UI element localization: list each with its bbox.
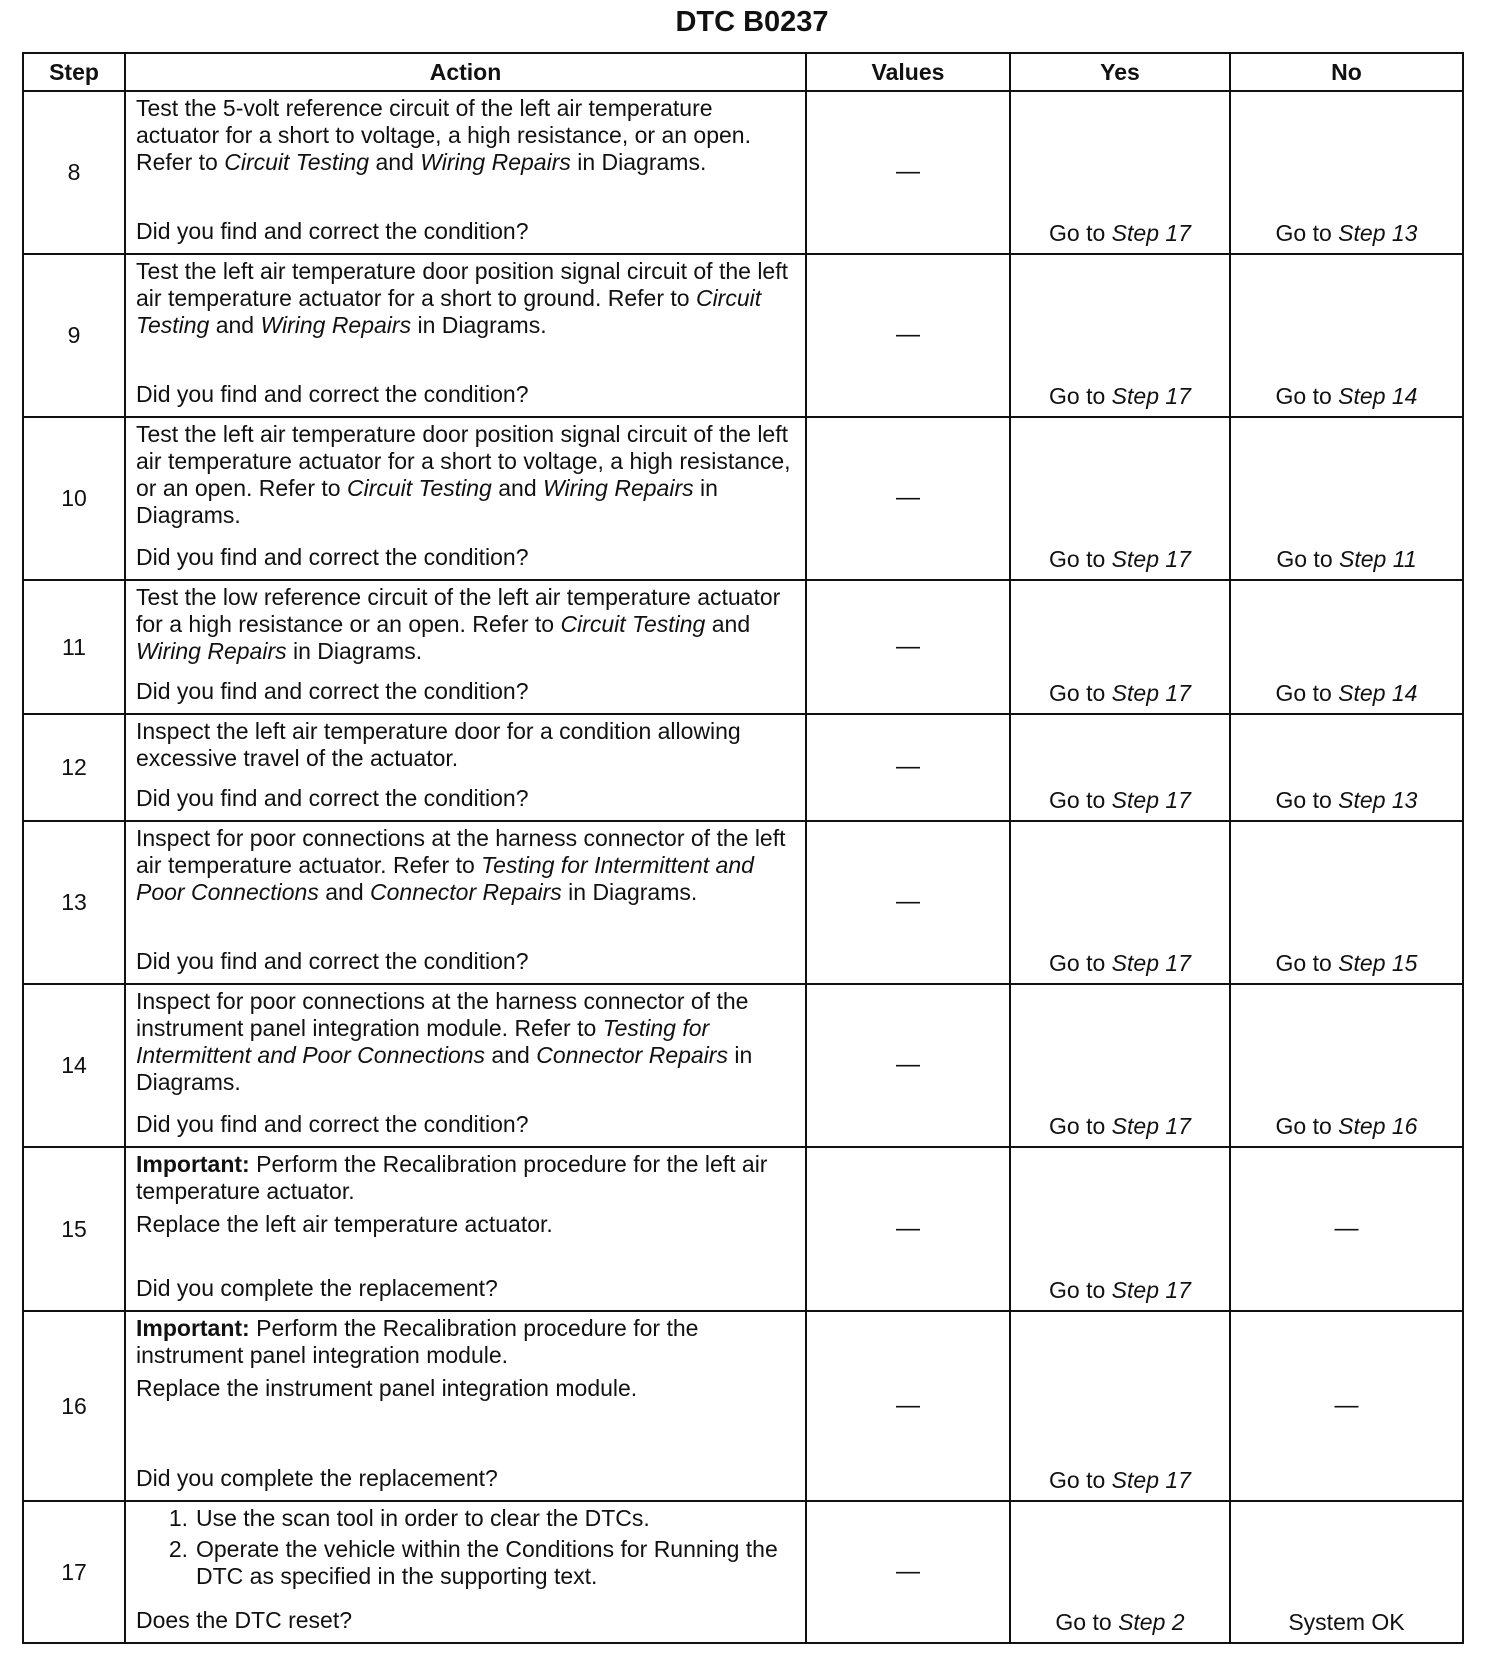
table-row [23,984,1463,1147]
step-number: 15 [23,1147,125,1311]
action-question: Does the DTC reset? [136,1607,353,1634]
action-text: Inspect for poor connections at the harness connector of the instrument panel integration module. Refer to Testing for Intermittent and Poor Connections and Connector Repairs in Diagrams. [136,988,753,1095]
table-row [23,1311,1463,1501]
step-number: 14 [23,984,125,1147]
action-cell [125,984,806,1147]
header-action: Action [125,53,806,91]
action-cell [125,91,806,254]
yes-cell: Go to Step 17 [1010,821,1230,984]
table-row [23,714,1463,821]
yes-cell: Go to Step 17 [1010,580,1230,714]
page-title: DTC B0237 [675,6,829,38]
action-question: Did you find and correct the condition? [136,678,529,705]
no-cell: System OK [1230,1501,1463,1643]
important-label: Important: [136,1151,250,1177]
action-cell [125,580,806,714]
action-instruction: Replace the instrument panel integration module. [136,1374,638,1401]
important-label: Important: [136,1315,250,1341]
action-text: Test the 5-volt reference circuit of the left air temperature actuator for a short to voltage, a high resistance, or an open. Refer to Circuit Testing and Wiring Repairs in Diagrams. [136,95,751,175]
table-row [23,1147,1463,1311]
action-question: Did you find and correct the condition? [136,218,529,245]
action-cell [125,417,806,580]
step-number: 9 [23,254,125,417]
table-row [23,821,1463,984]
header-values: Values [806,53,1010,91]
value-cell: — [806,1501,1010,1643]
step-number: 13 [23,821,125,984]
header-row [23,53,1463,91]
table-row [23,254,1463,417]
procedure-list [136,1505,795,1594]
value-cell: — [806,984,1010,1147]
action-text: Inspect for poor connections at the harness connector of the left air temperature actuator. Refer to Testing for Intermittent and Poor Connections and Connector Repairs in Diagrams. [136,825,786,905]
action-cell [125,1311,806,1501]
step-number: 8 [23,91,125,254]
step-number: 12 [23,714,125,821]
yes-cell: Go to Step 17 [1010,1311,1230,1501]
header-no: No [1230,53,1463,91]
action-cell [125,1501,806,1643]
no-cell: Go to Step 14 [1230,580,1463,714]
list-item: 1. Use the scan tool in order to clear the DTCs. [168,1505,650,1531]
yes-cell: Go to Step 17 [1010,91,1230,254]
action-cell [125,1147,806,1311]
value-cell: — [806,254,1010,417]
action-text: Test the left air temperature door position signal circuit of the left air temperature actuator for a short to ground. Refer to Circuit Testing and Wiring Repairs in Diagrams. [136,258,788,338]
value-cell: — [806,714,1010,821]
step-number: 11 [23,580,125,714]
value-cell: — [806,580,1010,714]
no-cell: — [1230,1147,1463,1311]
no-cell: Go to Step 16 [1230,984,1463,1147]
table-row [23,1501,1463,1643]
table-row [23,417,1463,580]
yes-cell: Go to Step 17 [1010,254,1230,417]
action-question: Did you find and correct the condition? [136,785,529,812]
yes-cell: Go to Step 17 [1010,984,1230,1147]
yes-cell: Go to Step 17 [1010,417,1230,580]
action-question: Did you complete the replacement? [136,1275,498,1302]
value-cell: — [806,821,1010,984]
value-cell: — [806,1311,1010,1501]
list-item: 2. Operate the vehicle within the Conditions for Running the DTC as specified in the supporting text. [168,1535,778,1589]
action-text: Inspect the left air temperature door for a condition allowing excessive travel of the actuator. [136,718,741,771]
important-note: Important: Perform the Recalibration procedure for the instrument panel integration module. [136,1315,699,1368]
no-cell: Go to Step 14 [1230,254,1463,417]
header-yes: Yes [1010,53,1230,91]
action-question: Did you find and correct the condition? [136,1111,529,1138]
action-text: Test the left air temperature door position signal circuit of the left air temperature actuator for a short to voltage, a high resistance, or an open. Refer to Circuit Testing and Wiring Repairs in Diagrams. [136,421,791,528]
no-cell: Go to Step 11 [1230,417,1463,580]
action-instruction: Replace the left air temperature actuator. [136,1210,553,1237]
no-cell: Go to Step 13 [1230,714,1463,821]
action-question: Did you complete the replacement? [136,1465,498,1492]
action-question: Did you find and correct the condition? [136,948,529,975]
step-number: 17 [23,1501,125,1643]
diagnostic-table [22,52,1464,1644]
yes-cell: Go to Step 17 [1010,714,1230,821]
action-cell [125,254,806,417]
action-question: Did you find and correct the condition? [136,544,529,571]
step-number: 10 [23,417,125,580]
no-cell: — [1230,1311,1463,1501]
action-question: Did you find and correct the condition? [136,381,529,408]
value-cell: — [806,91,1010,254]
no-cell: Go to Step 15 [1230,821,1463,984]
action-cell [125,821,806,984]
no-cell: Go to Step 13 [1230,91,1463,254]
table-row [23,91,1463,254]
step-number: 16 [23,1311,125,1501]
header-step: Step [23,53,125,91]
value-cell: — [806,417,1010,580]
table-row [23,580,1463,714]
action-text: Test the low reference circuit of the left air temperature actuator for a high resistance or an open. Refer to Circuit Testing and Wiring Repairs in Diagrams. [136,584,781,664]
value-cell: — [806,1147,1010,1311]
important-note: Important: Perform the Recalibration procedure for the left air temperature actuator. [136,1151,768,1204]
yes-cell: Go to Step 17 [1010,1147,1230,1311]
action-cell [125,714,806,821]
yes-cell: Go to Step 2 [1010,1501,1230,1643]
